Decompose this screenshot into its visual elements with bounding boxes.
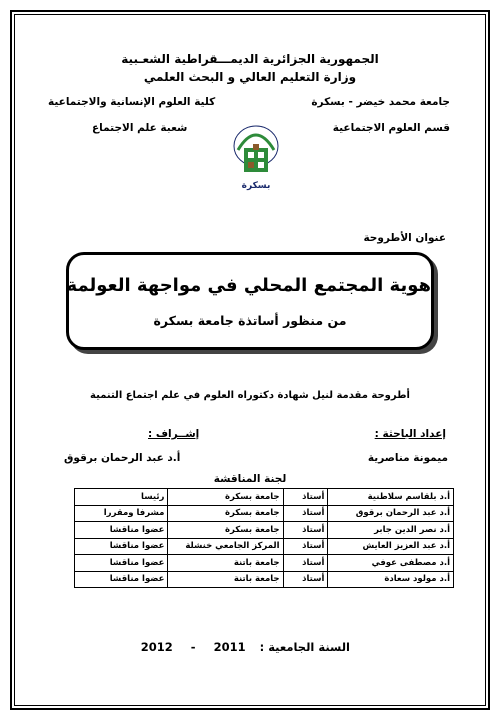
- committee-member-name: أ.د مولود سعادة: [328, 571, 454, 588]
- academic-year-separator: -: [190, 640, 196, 654]
- researcher-name: ميمونة مناصرية: [367, 452, 448, 464]
- committee-member-role: عضوا مناقشا: [75, 555, 168, 572]
- committee-member-institution: جامعة باتنة: [168, 555, 283, 572]
- committee-member-name: أ.د عبد الرحمان برقوق: [328, 505, 454, 522]
- degree-statement: أطروحة مقدمة لنيل شهادة دكتوراه العلوم في علم اجتماع التنمية: [90, 390, 410, 401]
- supervision-label: إشــراف :: [148, 428, 200, 440]
- committee-title: لجنة المناقشة: [213, 473, 287, 485]
- university-name: جامعة محمد خيضر - بسكرة: [311, 96, 450, 108]
- thesis-subtitle: من منظور أساتذة جامعة بسكرة: [153, 313, 347, 328]
- committee-member-role: عضوا مناقشا: [75, 571, 168, 588]
- committee-member-name: أ.د عبد العزيز العايش: [328, 538, 454, 555]
- title-box: [66, 252, 434, 350]
- committee-member-role: مشرفا ومقررا: [75, 505, 168, 522]
- committee-member-role: عضوا مناقشا: [75, 522, 168, 539]
- committee-member-institution: جامعة بسكرة: [168, 489, 283, 506]
- committee-member-rank: أستاذ: [283, 571, 328, 588]
- department-name: قسم العلوم الاجتماعية: [332, 122, 450, 134]
- academic-year-label: السنة الجامعية :: [259, 640, 350, 654]
- ministry-heading: وزارة التعليم العالي و البحث العلمي: [143, 70, 357, 84]
- committee-member-rank: أستاذ: [283, 538, 328, 555]
- academic-year-end: 2012: [140, 640, 173, 654]
- committee-member-rank: أستاذ: [283, 505, 328, 522]
- committee-row: [75, 571, 454, 588]
- logo-book: [244, 148, 268, 172]
- prepared-by-label: إعداد الباحثة :: [374, 428, 446, 440]
- thesis-label: عنوان الأطروحة: [363, 232, 446, 244]
- committee-member-name: أ.د بلقاسم سلاطنية: [328, 489, 454, 506]
- logo-caption: بسكرة: [241, 181, 271, 191]
- committee-member-role: عضوا مناقشا: [75, 538, 168, 555]
- supervisor-name: أ.د عبد الرحمان برقوق: [64, 452, 181, 464]
- committee-row: [75, 522, 454, 539]
- academic-year: [140, 640, 350, 654]
- committee-member-institution: جامعة بسكرة: [168, 522, 283, 539]
- committee-member-institution: المركز الجامعي خنشلة: [168, 538, 283, 555]
- committee-table: [74, 488, 454, 588]
- committee-member-institution: جامعة بسكرة: [168, 505, 283, 522]
- committee-member-name: أ.د مصطفى عوفي: [328, 555, 454, 572]
- branch-name: شعبة علم الاجتماع: [92, 122, 188, 134]
- committee-row: [75, 538, 454, 555]
- thesis-title: هوية المجتمع المحلي في مواجهة العولمة: [66, 275, 431, 296]
- academic-year-start: 2011: [213, 640, 246, 654]
- committee-row: [75, 505, 454, 522]
- committee-member-institution: جامعة باتنة: [168, 571, 283, 588]
- university-logo: [230, 122, 282, 196]
- republic-heading: الجمهورية الجزائرية الديمـــقراطية الشعـبية: [121, 52, 379, 66]
- page-border-inner: [14, 14, 486, 706]
- committee-member-rank: أستاذ: [283, 555, 328, 572]
- committee-row: [75, 555, 454, 572]
- committee-member-rank: أستاذ: [283, 489, 328, 506]
- committee-row: [75, 489, 454, 506]
- faculty-name: كلية العلوم الإنسانية والاجتماعية: [48, 96, 216, 108]
- committee-member-rank: أستاذ: [283, 522, 328, 539]
- committee-member-name: أ.د نصر الدين جابر: [328, 522, 454, 539]
- committee-member-role: رئيسا: [75, 489, 168, 506]
